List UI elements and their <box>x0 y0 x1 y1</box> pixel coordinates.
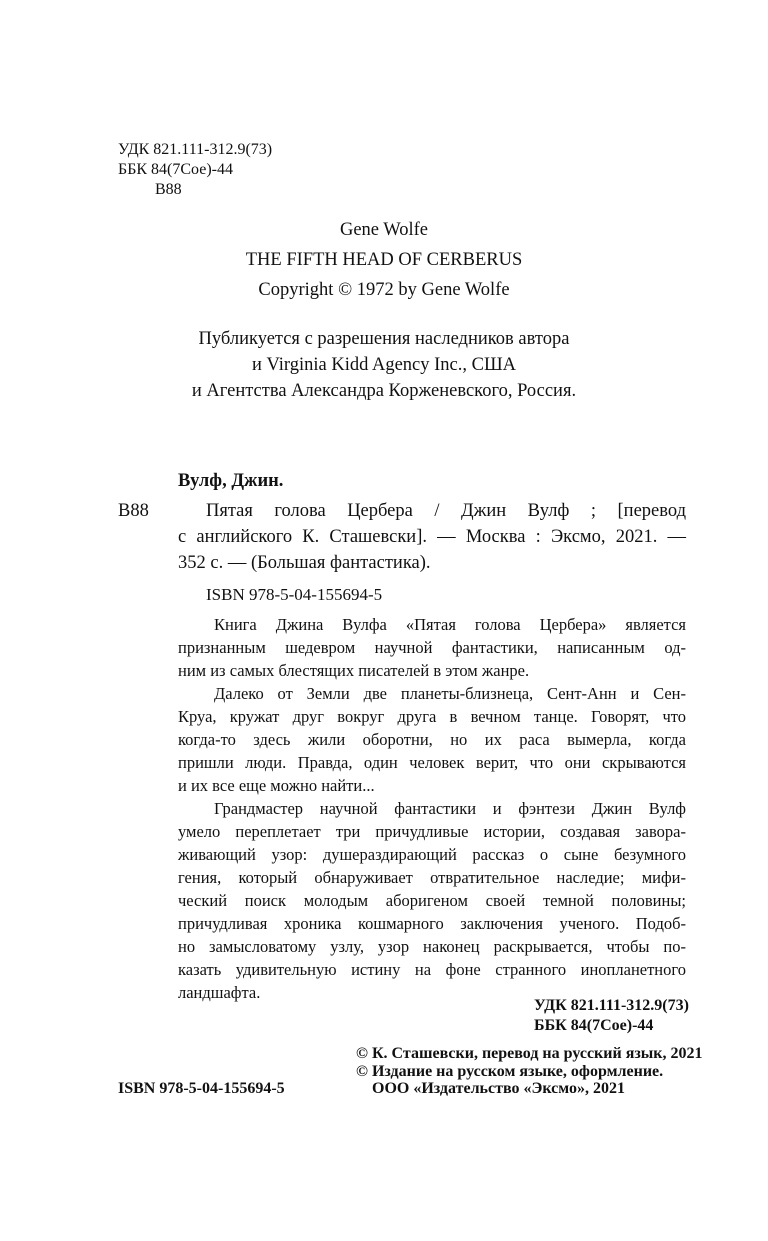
footer-copyright-line: © К. Сташевски, перевод на русский язык, 2021 <box>356 1045 703 1062</box>
annotation-line: но замысловатому узлу, узор наконец раскрывается, чтобы по- <box>178 937 686 956</box>
udk-code-bottom: УДК 821.111-312.9(73) <box>534 997 689 1014</box>
annotation-line: гения, который обнаруживает отвратительное наследие; мифи- <box>178 868 686 887</box>
permission-line: Публикуется с разрешения наследников автора <box>198 329 570 349</box>
permission-line: и Virginia Kidd Agency Inc., США <box>252 355 516 375</box>
footer-copyright-line: © Издание на русском языке, оформление. <box>356 1063 664 1080</box>
footer-isbn: ISBN 978-5-04-155694-5 <box>118 1080 285 1097</box>
record-heading: Вулф, Джин. <box>178 471 284 491</box>
author-mark: В88 <box>155 181 182 198</box>
bbk-code: ББК 84(7Сое)-44 <box>118 161 233 178</box>
annotation-line: пришли люди. Правда, один человек верит, что они скрываются <box>178 753 686 772</box>
annotation-line: когда-то здесь жили оборотни, но их раса вымерла, когда <box>178 730 686 749</box>
annotation-line: Круа, кружат друг вокруг друга в вечном танце. Говорят, что <box>178 707 686 726</box>
record-mark: В88 <box>118 501 149 521</box>
original-title: THE FIFTH HEAD OF CERBERUS <box>245 250 523 270</box>
annotation-line: Грандмастер научной фантастики и фэнтези Джин Вулф <box>214 799 686 818</box>
record-line: с английского К. Сташевски]. — Москва : Эксмо, 2021. — <box>178 527 686 547</box>
annotation-line: живающий узор: душераздирающий рассказ о сыне безумного <box>178 845 686 864</box>
annotation-line: казать удивительную истину на фоне странного инопланетного <box>178 960 686 979</box>
annotation-line: Книга Джина Вулфа «Пятая голова Цербера» является <box>214 615 686 634</box>
annotation-line: признанным шедевром научной фантастики, написанным од- <box>178 638 686 657</box>
footer-copyright-line: ООО «Издательство «Эксмо», 2021 <box>372 1080 625 1097</box>
permission-line: и Агентства Александра Корженевского, Россия. <box>191 381 577 401</box>
original-author: Gene Wolfe <box>339 220 429 240</box>
record-isbn: ISBN 978-5-04-155694-5 <box>206 585 383 604</box>
annotation-line: Далеко от Земли две планеты-близнеца, Сент-Анн и Сен- <box>214 684 686 703</box>
udk-code: УДК 821.111-312.9(73) <box>118 141 273 158</box>
record-line: 352 с. — (Большая фантастика). <box>178 553 431 573</box>
original-copyright: Copyright © 1972 by Gene Wolfe <box>258 280 510 300</box>
annotation-line: ландшафта. <box>178 983 261 1002</box>
annotation-line: причудливая хроника кошмарного заключения ученого. Подоб- <box>178 914 686 933</box>
annotation-line: ним из самых блестящих писателей в этом жанре. <box>178 661 530 680</box>
bbk-code-bottom: ББК 84(7Сое)-44 <box>534 1017 654 1034</box>
annotation-line: и их все еще можно найти... <box>178 776 375 795</box>
annotation-line: умело переплетает три причудливые истории, создавая завора- <box>178 822 686 841</box>
record-line: Пятая голова Цербера / Джин Вулф ; [перевод <box>206 501 686 521</box>
annotation-line: ческий поиск молодым аборигеном своей темной половины; <box>178 891 686 910</box>
